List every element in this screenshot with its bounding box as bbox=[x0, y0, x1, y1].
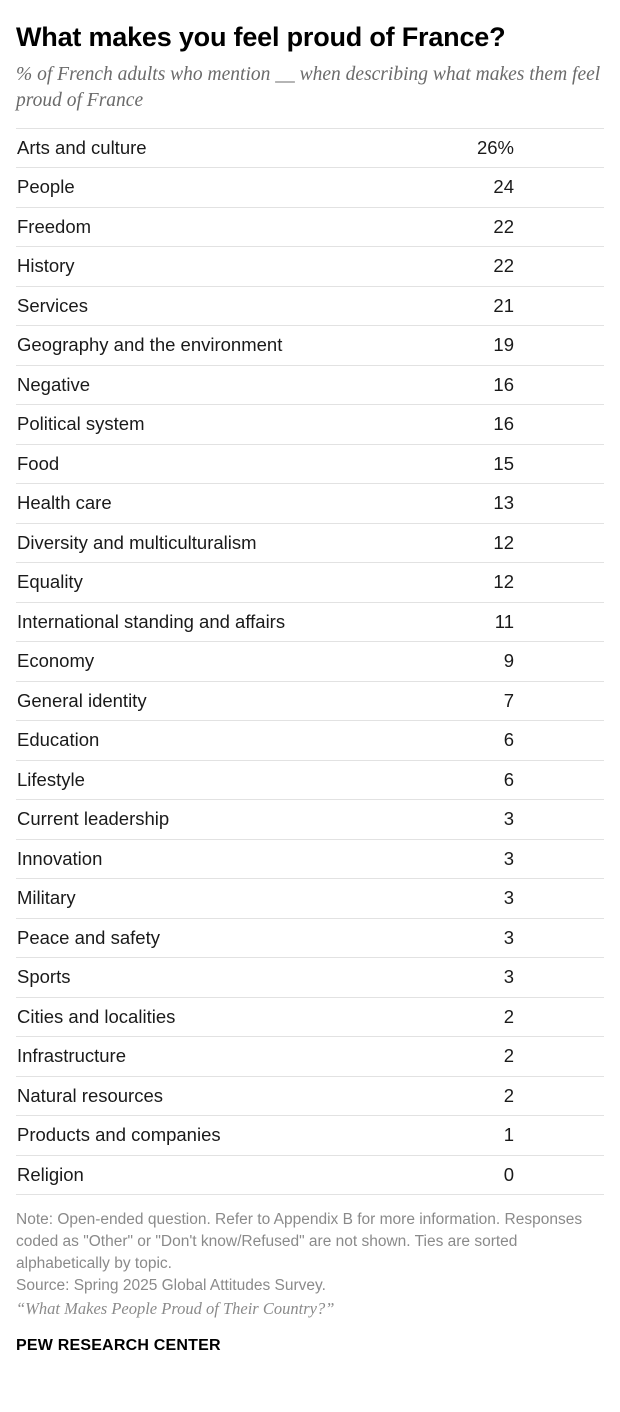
table-row bbox=[16, 760, 604, 800]
category-value: 22 bbox=[493, 255, 514, 277]
category-label: Sports bbox=[17, 966, 71, 988]
table-row bbox=[16, 523, 604, 563]
data-table bbox=[16, 128, 604, 1196]
page-title: What makes you feel proud of France? bbox=[16, 22, 506, 52]
category-value: 6 bbox=[503, 768, 514, 790]
category-label: Food bbox=[17, 452, 60, 474]
table-body bbox=[16, 128, 604, 1195]
category-value: 12 bbox=[493, 531, 514, 553]
table-row bbox=[16, 168, 604, 208]
category-value: 3 bbox=[503, 847, 514, 869]
table-row bbox=[16, 642, 604, 682]
category-value: 3 bbox=[503, 887, 514, 909]
table-row bbox=[16, 958, 604, 998]
category-label: Arts and culture bbox=[17, 136, 147, 158]
table-row bbox=[16, 1155, 604, 1195]
category-label: Negative bbox=[17, 373, 91, 395]
category-value: 2 bbox=[503, 1005, 514, 1027]
category-label: Cities and localities bbox=[17, 1005, 176, 1027]
note-text: Note: Open-ended question. Refer to Appendix B for more information. Responses coded as "Other" or "Don't know/Refused" are not shown. Ties are sorted alphabetically by topic. bbox=[16, 1211, 583, 1273]
category-label: Services bbox=[17, 294, 88, 316]
table-row bbox=[16, 1116, 604, 1156]
category-value: 2 bbox=[503, 1084, 514, 1106]
category-value: 0 bbox=[503, 1163, 514, 1185]
category-value: 2 bbox=[503, 1045, 514, 1067]
category-label: Military bbox=[17, 887, 76, 909]
category-label: Natural resources bbox=[17, 1084, 164, 1106]
category-value: 16 bbox=[493, 413, 514, 435]
category-value: 21 bbox=[493, 294, 514, 316]
table-row bbox=[16, 444, 604, 484]
category-label: Religion bbox=[17, 1163, 84, 1185]
category-value: 6 bbox=[503, 729, 514, 751]
category-label: Health care bbox=[17, 492, 112, 514]
table-row bbox=[16, 484, 604, 524]
category-label: Political system bbox=[17, 413, 145, 435]
organization-name: PEW RESEARCH CENTER bbox=[16, 1336, 221, 1354]
category-value: 3 bbox=[503, 966, 514, 988]
table-row bbox=[16, 839, 604, 879]
table-row bbox=[16, 326, 604, 366]
category-value: 19 bbox=[493, 334, 514, 356]
category-value: 7 bbox=[503, 689, 514, 711]
category-value: 3 bbox=[503, 808, 514, 830]
table-row bbox=[16, 879, 604, 919]
category-value: 11 bbox=[494, 610, 514, 632]
category-value: 3 bbox=[503, 926, 514, 948]
table-row bbox=[16, 405, 604, 445]
category-value: 13 bbox=[493, 492, 514, 514]
report-title: “What Makes People Proud of Their Country?” bbox=[16, 1299, 335, 1319]
category-value: 1 bbox=[503, 1124, 514, 1146]
category-label: Diversity and multiculturalism bbox=[17, 531, 257, 553]
table-row bbox=[16, 681, 604, 721]
chart-subtitle: % of French adults who mention __ when describing what makes them feel proud of France bbox=[16, 64, 601, 111]
category-label: People bbox=[17, 176, 75, 198]
category-label: Innovation bbox=[17, 847, 103, 869]
category-label: Products and companies bbox=[17, 1124, 221, 1146]
category-value: 22 bbox=[493, 215, 514, 237]
table-row bbox=[16, 563, 604, 603]
category-value: 9 bbox=[503, 650, 514, 672]
table-row bbox=[16, 800, 604, 840]
table-row bbox=[16, 997, 604, 1037]
table-row bbox=[16, 286, 604, 326]
category-label: General identity bbox=[17, 689, 147, 711]
table-row bbox=[16, 1037, 604, 1077]
category-label: Lifestyle bbox=[17, 768, 85, 790]
table-row bbox=[16, 128, 604, 168]
table-row bbox=[16, 918, 604, 958]
category-label: Freedom bbox=[17, 215, 92, 237]
category-value: 26% bbox=[476, 136, 514, 158]
category-label: Peace and safety bbox=[17, 926, 160, 948]
category-label: Infrastructure bbox=[17, 1045, 126, 1067]
chart-notes bbox=[16, 1209, 604, 1320]
table-row bbox=[16, 365, 604, 405]
category-label: Geography and the environment bbox=[17, 334, 283, 356]
category-value: 12 bbox=[493, 571, 514, 593]
table-row bbox=[16, 207, 604, 247]
category-value: 16 bbox=[493, 373, 514, 395]
table-row bbox=[16, 721, 604, 761]
category-label: Current leadership bbox=[17, 808, 170, 830]
category-label: International standing and affairs bbox=[17, 610, 286, 632]
table-row bbox=[16, 602, 604, 642]
category-label: Education bbox=[17, 729, 100, 751]
category-label: History bbox=[17, 255, 75, 277]
category-label: Equality bbox=[17, 571, 83, 593]
table-row bbox=[16, 1076, 604, 1116]
category-label: Economy bbox=[17, 650, 95, 672]
source-text: Source: Spring 2025 Global Attitudes Survey. bbox=[16, 1277, 326, 1295]
table-row bbox=[16, 247, 604, 287]
category-value: 24 bbox=[493, 176, 514, 198]
category-value: 15 bbox=[493, 452, 514, 474]
